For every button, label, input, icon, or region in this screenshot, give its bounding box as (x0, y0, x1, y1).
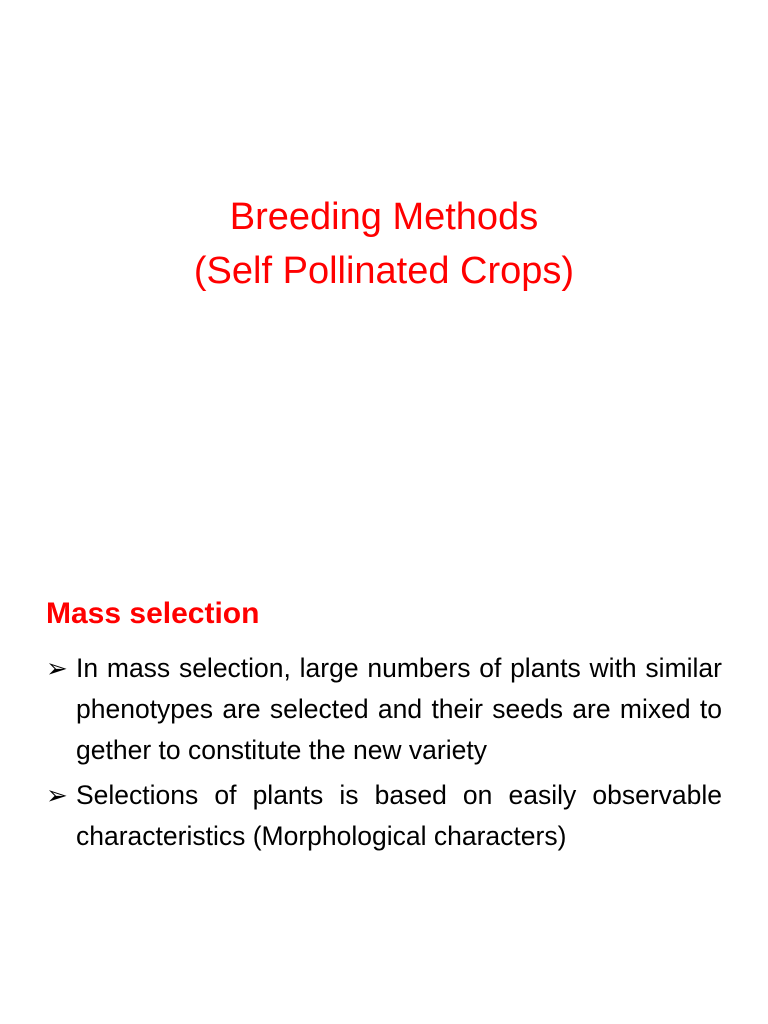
slide-title (0, 190, 768, 298)
title-line-2: (Self Pollinated Crops) (193, 250, 575, 292)
bullet-item (46, 648, 722, 771)
arrow-bullet-icon: ➢ (46, 780, 68, 810)
arrow-bullet-icon: ➢ (46, 653, 68, 683)
section-heading: Mass selection (46, 597, 260, 630)
bullet-item (46, 775, 722, 857)
bullet-list (46, 648, 722, 861)
bullet-text: In mass selection, large numbers of plants with similar phenotypes are selected and their seeds are mixed to gether to constitute the new variety (76, 653, 722, 765)
bullet-text: Selections of plants is based on easily observable characteristics (Morphological characters) (76, 780, 722, 851)
title-line-1: Breeding Methods (229, 196, 539, 238)
